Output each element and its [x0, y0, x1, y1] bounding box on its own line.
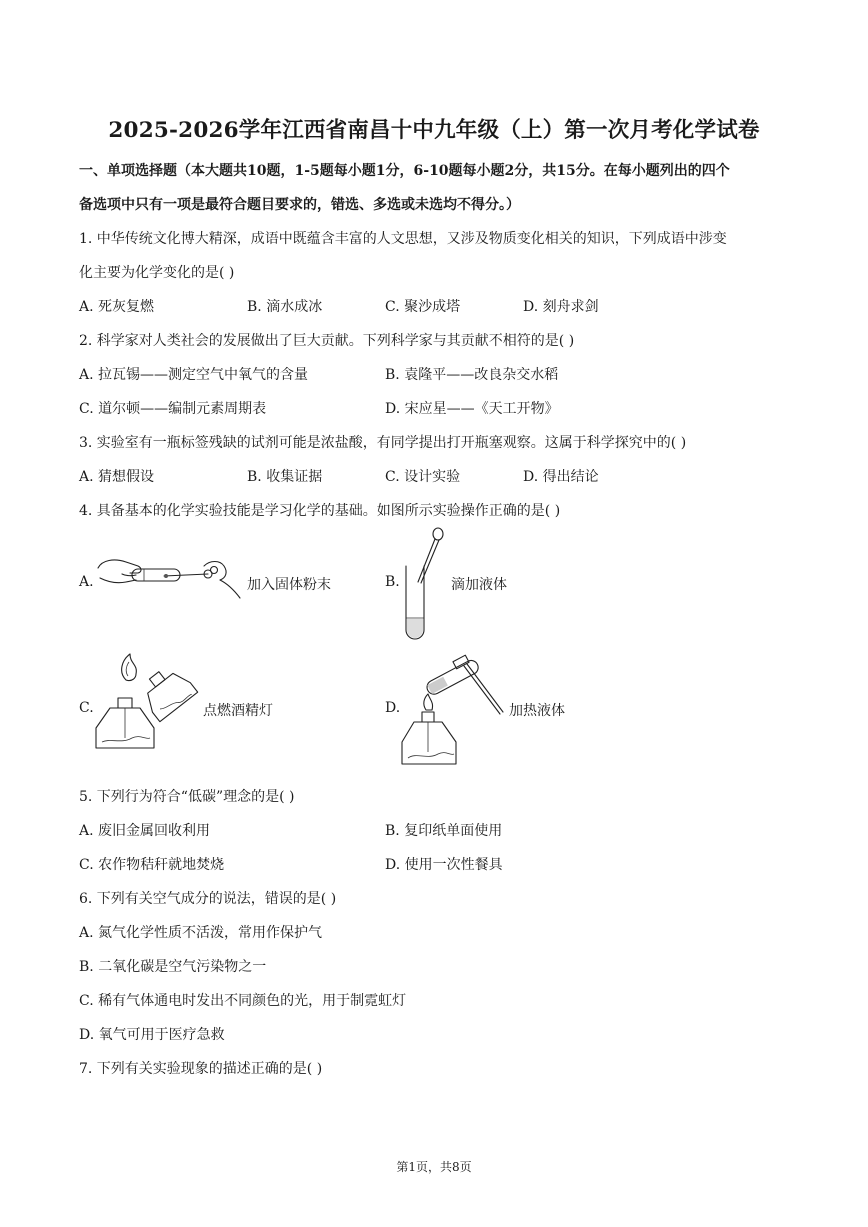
q7-stem: 7. 下列有关实验现象的描述正确的是( ) — [79, 1061, 323, 1077]
q3-stem: 3. 实验室有一瓶标签残缺的试剂可能是浓盐酸，有同学提出打开瓶塞观察。这属于科学探究中的( ) — [79, 435, 687, 451]
q2-option-b: B. 袁隆平——改良杂交水稻 — [385, 367, 559, 383]
q6-option-c: C. 稀有气体通电时发出不同颜色的光，用于制霓虹灯 — [79, 993, 407, 1009]
q4-option-a-figure — [92, 548, 242, 610]
q4-option-c-text: 点燃酒精灯 — [203, 703, 273, 719]
q4-option-b-letter: B. — [385, 574, 400, 590]
q4-stem: 4. 具备基本的化学实验技能是学习化学的基础。如图所示实验操作正确的是( ) — [79, 503, 561, 519]
q6-option-d: D. 氧气可用于医疗急救 — [79, 1027, 225, 1043]
q3-option-a: A. 猜想假设 — [79, 469, 155, 485]
q5-option-a: A. 废旧金属回收利用 — [79, 823, 211, 839]
q4-option-b-text: 滴加液体 — [451, 577, 507, 593]
q6-stem: 6. 下列有关空气成分的说法，错误的是( ) — [79, 891, 337, 907]
q1-option-c: C. 聚沙成塔 — [385, 299, 461, 315]
q1-stem-line2: 化主要为化学变化的是( ) — [79, 265, 235, 281]
q5-option-c: C. 农作物秸秆就地焚烧 — [79, 857, 225, 873]
q5-stem: 5. 下列行为符合“低碳”理念的是( ) — [79, 789, 295, 805]
q5-option-d: D. 使用一次性餐具 — [385, 857, 503, 873]
q3-option-c: C. 设计实验 — [385, 469, 461, 485]
q4-option-a-letter: A. — [79, 574, 94, 590]
page-footer: 第1页，共8页 — [396, 1160, 472, 1174]
q3-option-d: D. 得出结论 — [523, 469, 599, 485]
q4-option-d-letter: D. — [385, 700, 401, 716]
q6-option-b: B. 二氧化碳是空气污染物之一 — [79, 959, 267, 975]
q2-stem: 2. 科学家对人类社会的发展做出了巨大贡献。下列科学家与其贡献不相符的是( ) — [79, 333, 575, 349]
q3-option-b: B. 收集证据 — [247, 469, 323, 485]
page-title: 2025-2026学年江西省南昌十中九年级（上）第一次月考化学试卷 — [108, 118, 760, 143]
section-header-line1: 一、单项选择题（本大题共10题，1-5题每小题1分，6-10题每小题2分，共15分。在每小题列出的四个 — [79, 163, 730, 179]
q1-option-b: B. 滴水成冰 — [247, 299, 323, 315]
q2-option-d: D. 宋应星——《天工开物》 — [385, 401, 559, 417]
q4-option-b-figure — [398, 526, 448, 646]
q2-option-c: C. 道尔顿——编制元素周期表 — [79, 401, 267, 417]
q1-stem-line1: 1. 中华传统文化博大精深，成语中既蕴含丰富的人文思想，又涉及物质变化相关的知识，下列成语中涉变 — [79, 231, 727, 247]
q1-option-a: A. 死灰复燃 — [79, 299, 155, 315]
q4-option-d-text: 加热液体 — [509, 703, 565, 719]
section-header-line2: 备选项中只有一项是最符合题目要求的，错选、多选或未选均不得分。） — [79, 197, 520, 213]
q4-option-c-letter: C. — [79, 700, 94, 716]
q1-option-d: D. 刻舟求剑 — [523, 299, 599, 315]
q4-option-d-figure — [400, 652, 512, 774]
q4-option-c-figure — [92, 652, 202, 760]
q5-option-b: B. 复印纸单面使用 — [385, 823, 503, 839]
q2-option-a: A. 拉瓦锡——测定空气中氧气的含量 — [79, 367, 309, 383]
q4-option-a-text: 加入固体粉末 — [247, 577, 331, 593]
q6-option-a: A. 氮气化学性质不活泼，常用作保护气 — [79, 925, 323, 941]
